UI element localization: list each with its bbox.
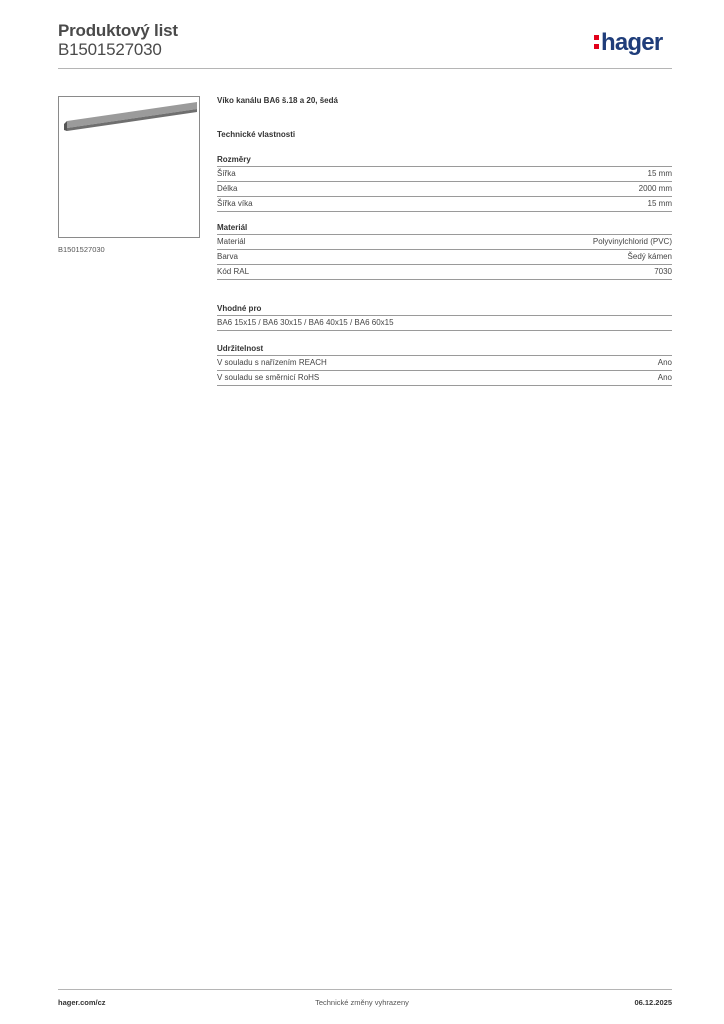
spec-row: Šířka 15 mm [217,167,672,182]
page-title: Produktový list [58,21,178,40]
channel-cover-icon [59,97,199,237]
spec-row: BA6 15x15 / BA6 30x15 / BA6 40x15 / BA6 60x15 [217,316,672,331]
suitable-for-section [217,303,672,331]
spec-row: Šířka víka 15 mm [217,197,672,212]
dimensions-section [217,154,672,212]
footer-divider [58,989,672,990]
section-title: Materiál [217,222,672,235]
hager-logo[interactable] [594,29,662,57]
spec-row: Kód RAL 7030 [217,265,672,280]
footer-date: 06.12.2025 [634,998,672,1007]
logo-text: hager [601,29,663,56]
material-section [217,222,672,280]
image-caption: B1501527030 [58,245,105,254]
spec-row: Barva Šedý kámen [217,250,672,265]
section-title: Udržitelnost [217,343,672,356]
product-code: B1501527030 [58,40,162,59]
logo-dots-icon [594,29,599,49]
product-image [58,96,200,238]
sustainability-section [217,343,672,386]
product-name: Víko kanálu BA6 š.18 a 20, šedá [217,96,338,105]
header-divider [58,68,672,69]
spec-row: V souladu se směrnicí RoHS Ano [217,371,672,386]
spec-row: Materiál Polyvinylchlorid (PVC) [217,235,672,250]
footer-note: Technické změny vyhrazeny [315,998,409,1007]
spec-row: V souladu s nařízením REACH Ano [217,356,672,371]
section-title: Vhodné pro [217,303,672,316]
spec-row: Délka 2000 mm [217,182,672,197]
footer-website-link[interactable]: hager.com/cz [58,998,106,1007]
technical-properties-heading: Technické vlastnosti [217,130,296,139]
section-title: Rozměry [217,154,672,167]
